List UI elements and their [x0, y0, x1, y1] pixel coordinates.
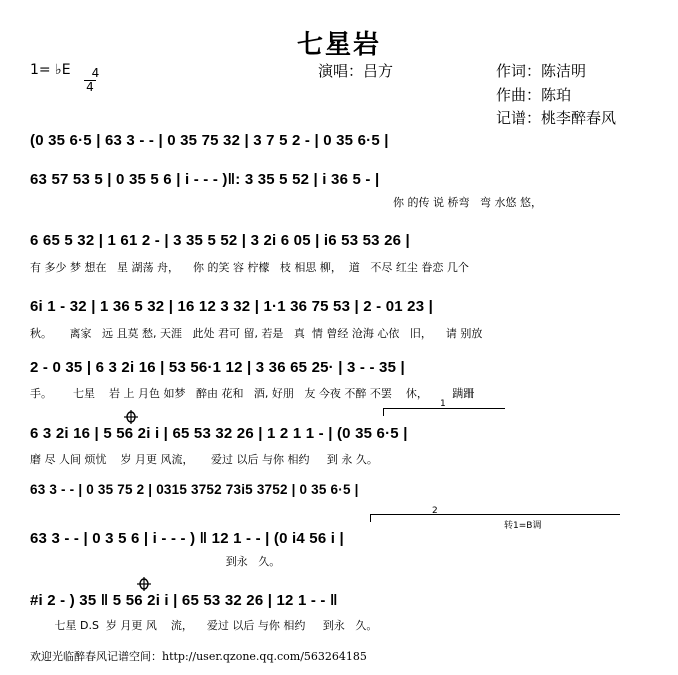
footer-credit: 欢迎光临醉春风记谱空间：http://user.qzone.qq.com/563264185	[30, 650, 367, 663]
lyrics-row-6: 磨 尽 人间 烦忧 岁 月更 风流， 爱过 以后 与你 相约 到 永 久。	[30, 453, 378, 466]
time-sig-bottom: 4	[86, 80, 94, 94]
score-row-9: #i 2 - ) 35 ‖ 5 56 2i i | 65 53 32 26 | 12 1 - - ‖	[30, 592, 338, 609]
score-row-5: 2 - 0 35 | 6 3 2i 16 | 53 56·1 12 | 3 36 65 25· | 3 - - 35 |	[30, 359, 405, 376]
score-row-1: (0 35 6·5 | 63 3 - - | 0 35 75 32 | 3 7 5 2 - | 0 35 6·5 |	[30, 132, 389, 149]
modulation-label: 转1=B调	[504, 521, 542, 531]
volta-2-bracket	[370, 514, 620, 515]
performer: 演唱：吕方	[318, 62, 394, 80]
volta-2-start	[370, 514, 371, 522]
lyrics-row-2: 你 的传 说 桥弯 弯 水悠 悠，	[393, 196, 542, 209]
lyrics-row-8: 到永 久。	[30, 555, 281, 568]
lyricist: 作词：陈洁明	[496, 62, 587, 80]
score-row-3: 6 65 5 32 | 1 61 2 - | 3 35 5 52 | 3 2i 6 05 | i6 53 53 26 |	[30, 232, 410, 249]
time-signature	[84, 57, 100, 94]
key-signature: 1= ♭E	[30, 62, 71, 78]
volta-1-start	[383, 408, 384, 416]
song-title: 七星岩	[296, 30, 381, 60]
transcriber: 记谱：桃李醉春风	[496, 109, 617, 127]
lyrics-row-3: 有 多少 梦 想在 星 湖荡 舟， 你 的笑 容 柠檬 枝 相思 柳， 道 不尽 红尘 眷恋 几个	[30, 261, 469, 274]
lyrics-row-5: 手。 七星 岩 上 月色 如梦 醉由 花和 酒, 好朋 友 今夜 不醉 不罢 休， 蹒跚	[30, 387, 475, 400]
composer: 作曲：陈珀	[496, 86, 572, 104]
time-sig-top: 4	[91, 66, 100, 80]
lyrics-row-4: 秋。 离家 远 且莫 愁, 天涯 此处 君可 留, 若是 真 情 曾经 沧海 心依 旧， 请 别放	[30, 327, 483, 340]
volta-1-label: 1	[440, 399, 446, 409]
coda-sign-icon	[124, 410, 138, 424]
score-row-7: 63 3 - - | 0 35 75 2 | 0315 3752 73i5 3752 | 0 35 6·5 |	[30, 482, 359, 497]
score-row-4: 6i 1 - 32 | 1 36 5 32 | 16 12 3 32 | 1·1 36 75 53 | 2 - 01 23 |	[30, 298, 434, 315]
score-row-2: 63 57 53 5 | 0 35 5 6 | i - - - )‖: 3 35 5 52 | i 36 5 - |	[30, 171, 380, 188]
coda-sign-icon	[137, 577, 151, 591]
score-row-8: 63 3 - - | 0 3 5 6 | i - - - ) ‖ 12 1 - - | (0 i4 56 i |	[30, 530, 344, 547]
volta-2-label: 2	[432, 506, 438, 516]
score-row-6: 6 3 2i 16 | 5 56 2i i | 65 53 32 26 | 1 2 1 1 - | (0 35 6·5 |	[30, 425, 408, 442]
lyrics-row-9: 七星 D.S 岁 月更 风 流， 爱过 以后 与你 相约 到永 久。	[30, 619, 378, 632]
